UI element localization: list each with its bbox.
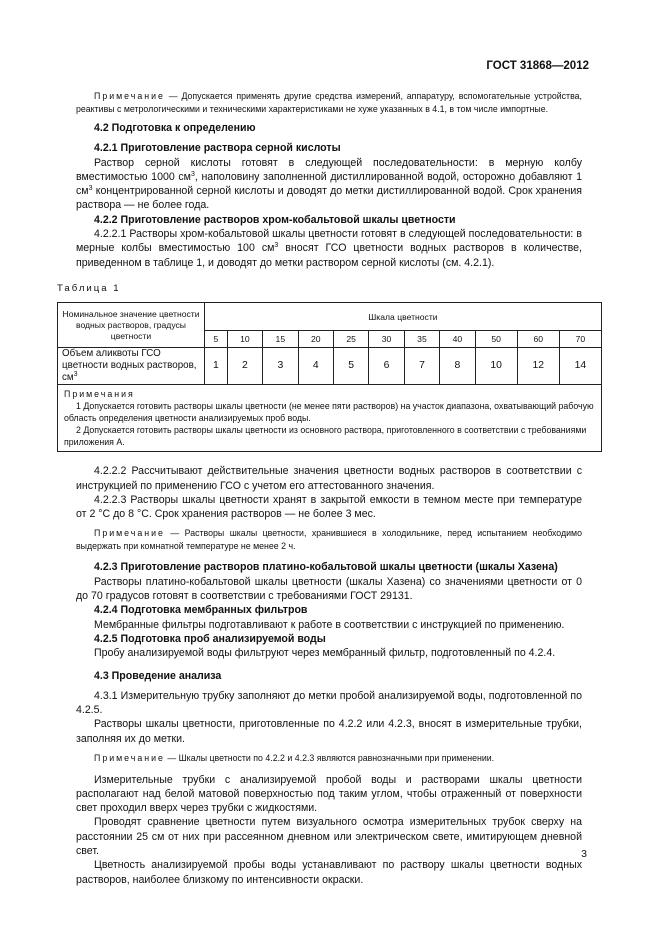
scale-cell: 5 bbox=[205, 331, 228, 348]
paragraph: Измерительные трубки с анализируемой пробой воды и растворами шкалы цветности располагают над белой матовой поверхностью под таким углом, чтобы отраженный от поверхности свет проходил вверх через трубки с жидкостями. bbox=[76, 773, 582, 815]
value-cell: 2 bbox=[227, 348, 262, 385]
data-table bbox=[57, 302, 602, 452]
value-cell: 5 bbox=[333, 348, 368, 385]
table-head-scale: Шкала цветности bbox=[205, 303, 602, 331]
paragraph: Мембранные фильтры подготавливают к работе в соответствии с инструкцией по применению. bbox=[94, 618, 565, 631]
scale-cell: 35 bbox=[404, 331, 439, 348]
table-head-label: Номинальное значение цветности водных растворов, градусы цветности bbox=[58, 303, 205, 348]
section-heading: 4.2 Подготовка к определению bbox=[94, 122, 256, 134]
subsection-heading: 4.2.4 Подготовка мембранных фильтров bbox=[94, 604, 308, 617]
subsection-heading: 4.2.2 Приготовление растворов хром-кобальтовой шкалы цветности bbox=[94, 213, 456, 226]
paragraph: 4.2.2.3 Растворы шкалы цветности хранят в закрытой емкости в темном месте при температуре от 2 °С до 8 °С. Срок хранения растворов — не более 3 мес. bbox=[76, 493, 582, 521]
value-cell: 6 bbox=[369, 348, 404, 385]
scale-cell: 20 bbox=[298, 331, 333, 348]
table-caption: Таблица 1 bbox=[57, 282, 121, 294]
scale-cell: 70 bbox=[559, 331, 601, 348]
table-notes bbox=[58, 385, 602, 452]
notes-title: Примечания bbox=[64, 389, 135, 400]
note-paragraph: Примечание — Шкалы цветности по 4.2.2 и 4.2.3 являются равнозначными при применении. bbox=[94, 753, 495, 764]
scale-cell: 25 bbox=[333, 331, 368, 348]
value-cell: 8 bbox=[440, 348, 475, 385]
paragraph: 4.2.2.2 Рассчитывают действительные значения цветности водных растворов в соответствии с инструкцией по применению ГСО с учетом его аттестованного значения. bbox=[76, 465, 582, 492]
page-header: ГОСТ 31868—2012 bbox=[486, 60, 589, 72]
scale-cell: 50 bbox=[475, 331, 517, 348]
paragraph: 4.3.1 Измерительную трубку заполняют до метки пробой анализируемой воды, подготовленной по 4.2.5. bbox=[76, 689, 582, 717]
value-cell: 4 bbox=[298, 348, 333, 385]
value-cell: 1 bbox=[205, 348, 228, 385]
scale-cell: 60 bbox=[517, 331, 559, 348]
table-note: 2 Допускается готовить растворы шкалы цветности из основного раствора, приготовленного в соответствии с требованиями приложения А. bbox=[64, 425, 587, 448]
paragraph: 4.2.2.1 Растворы хром-кобальтовой шкалы цветности готовят в следующей последовательности: в мерные колбы вместимостью 100 $см^3$ вносят ГСО цветности водных растворов в количестве, приведенном в таблице 1, и доводят до метки раствором серной кислоты (см. 4.2.1). bbox=[76, 228, 582, 269]
scale-cell: 10 bbox=[227, 331, 262, 348]
paragraph: Проводят сравнение цветности путем визуального осмотра измерительных трубок сверху на расстоянии 25 см от них при рассеянном дневном или электрическом свете, имитирующем дневной свет. bbox=[76, 816, 582, 857]
note-lead: Примечание bbox=[94, 91, 165, 101]
table-note: 1 Допускается готовить растворы шкалы цветности (не менее пяти растворов) на участок диапазона, охватывающий рабочую область определения цветности анализируемых проб воды. bbox=[64, 401, 594, 424]
note-paragraph: Примечание — Растворы шкалы цветности, хранившиеся в холодильнике, перед испытанием необходимо выдержать при комнатной температуре не менее 2 ч. bbox=[76, 528, 582, 551]
value-cell: 3 bbox=[263, 348, 298, 385]
subsection-heading: 4.2.3 Приготовление растворов платино-кобальтовой шкалы цветности (шкалы Хазена) bbox=[94, 561, 558, 574]
section-heading: 4.3 Проведение анализа bbox=[94, 669, 222, 682]
subsection-heading: 4.2.1 Приготовление раствора серной кислоты bbox=[94, 142, 341, 155]
table-row bbox=[58, 348, 602, 385]
value-cell: 7 bbox=[404, 348, 439, 385]
paragraph: Растворы шкалы цветности, приготовленные по 4.2.2 или 4.2.3, вносят в измерительные трубки, заполняя их до метки. bbox=[76, 718, 582, 745]
note-text: — Допускается применять другие средства измерений, аппаратуру, вспомогательные устройства, реактивы с метрологическими и техническими характеристиками не хуже указанных в 4.1, в том числе импортные. bbox=[76, 91, 582, 114]
paragraph: Растворы платино-кобальтовой шкалы цветности (шкалы Хазена) со значениями цветности от 0 до 70 градусов готовят в соответствии с требованиями ГОСТ 29131. bbox=[76, 575, 582, 603]
value-cell: 12 bbox=[517, 348, 559, 385]
table-row-label: Объем аликвоты ГСО цветности водных растворов, $см^3$ bbox=[58, 348, 205, 385]
value-cell: 10 bbox=[475, 348, 517, 385]
page-content bbox=[57, 90, 594, 887]
scale-cell: 30 bbox=[369, 331, 404, 348]
paragraph: Цветность анализируемой пробы воды устанавливают по раствору шкалы цветности водных растворов, наиболее близкому по интенсивности окраски. bbox=[76, 859, 582, 886]
value-cell: 14 bbox=[559, 348, 601, 385]
page-number: 3 bbox=[581, 848, 587, 860]
scale-cell: 40 bbox=[440, 331, 475, 348]
note-paragraph bbox=[76, 90, 582, 115]
paragraph: Пробу анализируемой воды фильтруют через мембранный фильтр, подготовленный по 4.2.4. bbox=[94, 647, 556, 660]
scale-cell: 15 bbox=[263, 331, 298, 348]
subsection-heading: 4.2.5 Подготовка проб анализируемой воды bbox=[94, 632, 326, 645]
paragraph: Раствор серной кислоты готовят в следующей последовательности: в мерную колбу вместимостью 1000 $см^3$, наполовину заполненной дистиллированной водой, осторожно добавляют 1 $см^3$ концентрированной серной кислоты и доводят до метки дистиллированной водой. Срок хранения раствора — не более года. bbox=[76, 156, 582, 212]
